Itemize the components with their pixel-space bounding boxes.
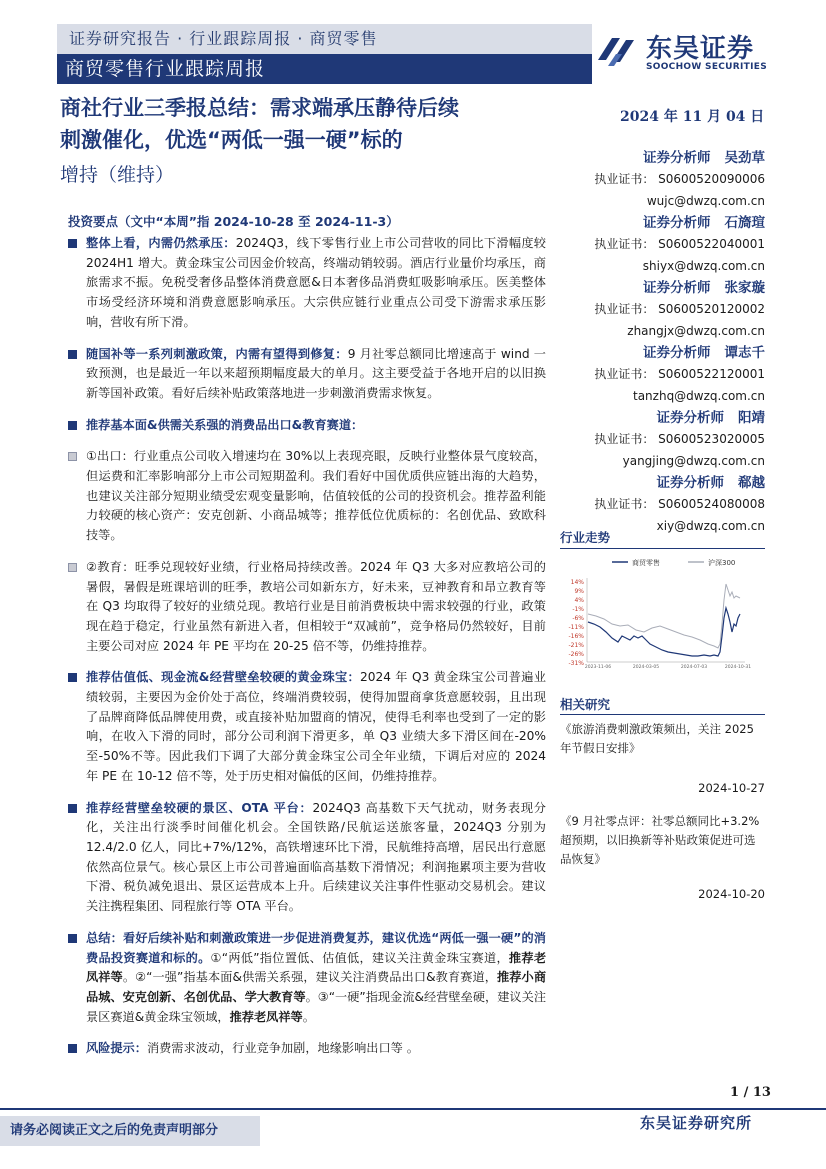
related-item-title[interactable]: 《旅游消费刺激政策频出，关注 2025年节假日安排》 (560, 722, 754, 755)
divider (560, 714, 765, 715)
bullet-text: 。②“一强”指基本面&供需关系强，建议关注消费品出口&教育赛道， (122, 970, 498, 985)
related-item-date: 2024-10-20 (698, 887, 765, 901)
bullet-point (68, 668, 546, 786)
analyst-role: 证券分析师 (643, 345, 711, 361)
y-tick: 14% (570, 579, 584, 586)
trend-title: 行业走势 (560, 530, 611, 545)
bullet-point (68, 1039, 546, 1059)
bullet-heading: 推荐估值低、现金流&经营壁垒较硬的黄金珠宝： (86, 670, 361, 685)
y-tick: -11% (568, 624, 584, 631)
related-item[interactable] (560, 720, 765, 798)
series-line-csi300 (588, 584, 740, 648)
title-line-2: 刺激催化，优选“两低一强一硬”标的 (60, 128, 403, 152)
analyst-card (560, 148, 765, 213)
analyst-role: 证券分析师 (643, 215, 711, 231)
related-item-title[interactable]: 《9 月社零点评：社零总额同比+3.2%超预期，以旧换新等补贴政策促进可选品恢复》 (560, 814, 760, 866)
analyst-role: 证券分析师 (643, 280, 711, 296)
logo-text-cn: 东吴证券 (646, 34, 755, 64)
x-tick: 2023-11-06 (584, 665, 612, 670)
analyst-card (560, 278, 765, 343)
bullet-point (68, 558, 546, 657)
bullet-text: 消费需求波动，行业竞争加剧，地缘影响出口等 。 (146, 1041, 419, 1056)
bullet-heading: 推荐经营壁垒较硬的景区、OTA 平台： (86, 800, 313, 815)
bullet-square-icon (68, 1044, 77, 1053)
industry-trend-chart (560, 552, 765, 670)
header-band (57, 24, 592, 84)
analyst-card (560, 343, 765, 408)
bullet-text: 2024 年 Q3 黄金珠宝公司普遍业绩较弱，主要因为金价处于高位，终端消费较弱，使得加盟商拿货意愿较弱，且出现了品牌商降低品牌使用费，或直接补贴加盟商的情况，使得毛利率也受到了一定的影响，在收入下滑的同时，部分公司利润下滑更多，单 Q3 业绩大多下滑区间在-20%至-50%不等。因此我们下调了大部分黄金珠宝公司全年业绩，下调后对应的 2024 年 PE 在 10-12 倍不等，处于历史相对偏低的区间，仍维持推荐。 (86, 670, 546, 783)
bullet-heading: 随国补等一系列刺激政策，内需有望得到修复： (86, 346, 348, 361)
bullet-heading: 推荐基本面&供需关系强的消费品出口&教育赛道： (86, 417, 364, 432)
y-tick: -6% (572, 615, 584, 622)
disclaimer-notice: 请务必阅读正文之后的免责声明部分 (0, 1116, 260, 1146)
analyst-list (560, 148, 765, 538)
related-item[interactable] (560, 812, 765, 904)
analyst-role: 证券分析师 (643, 150, 711, 166)
y-tick: -31% (568, 660, 584, 667)
bullet-emphasis: 推荐小商品城、安克创新、名创优品、学大教育等 (86, 970, 547, 1004)
bullet-square-icon (68, 804, 77, 813)
bullet-emphasis: 推荐老凤祥等 (86, 950, 547, 985)
analyst-license: 执业证书： S0600522040001 (594, 237, 765, 251)
bullet-square-icon (68, 421, 77, 430)
analyst-name: 石旖瑄 (724, 215, 765, 231)
analyst-license: 执业证书： S0600523020005 (594, 432, 765, 446)
analyst-name: 吴劲草 (724, 150, 765, 166)
analyst-card (560, 408, 765, 473)
analyst-license: 执业证书： S0600520120002 (594, 302, 765, 316)
bullet-text: ①“两低”指位置低、估值低，建议关注黄金珠宝赛道， (210, 950, 509, 965)
analyst-license: 执业证书： S0600524080008 (594, 497, 765, 511)
analyst-name: 谭志千 (724, 345, 765, 361)
bullet-heading: 风险提示： (86, 1041, 147, 1056)
divider (560, 548, 765, 549)
y-tick: 4% (574, 597, 584, 604)
bullet-text: 2024Q3 高基数下天气扰动，财务表现分化，关注出行淡季时间催化机会。全国铁路/民航运送旅客量，2024Q3 分别为 12.4/2.0 亿人，同比+7%/12%，高铁增速环比下滑，民航维持高增，居民出行意愿依然高位景气。核心景区上市公司普遍面临高基数下滑情况；利润拖累项主要为营收下滑、税负减免退出、景区运营成本上升。后续建议关注事件性驱动交易机会。建议关注携程集团、同程旅行等 OTA 平台。 (86, 800, 546, 914)
bullet-point (68, 345, 546, 404)
bullet-square-icon (68, 673, 77, 682)
soochow-logo-icon (594, 30, 638, 70)
bullet-square-icon (68, 452, 77, 461)
bullet-square-icon (68, 563, 77, 572)
related-title: 相关研究 (560, 697, 611, 712)
bullet-text: ②教育：旺季兑现较好业绩，行业格局持续改善。2024 年 Q3 大多对应教培公司的暑假，暑假是班课培训的旺季，教培公司如新东方，好未来，豆神教育和昂立教育等在 Q3 均取得了较好的业绩兑现。教培行业是目前消费板块中需求较强的行业，政策现在趋于稳定，行业虽然有新进入者，但相较于“双减前”，竞争格局仍然较好，目前主要公司对应 2024 年 PE 平均在 20-25 倍不等，仍维持推荐。 (86, 559, 546, 653)
bullet-heading: 总结：看好后续补贴和刺激政策进一步促进消费复苏，建议优选“两低一强一硬”的消费品投资赛道和标的。 (86, 930, 546, 965)
x-tick: 2024-03-05 (632, 665, 660, 670)
y-tick: 9% (574, 588, 584, 595)
related-list (560, 720, 765, 904)
bullet-emphasis: 推荐老凤祥等 (229, 1009, 303, 1024)
report-title (60, 92, 560, 156)
analyst-email[interactable]: zhangjx@dwzq.com.cn (627, 324, 765, 338)
y-tick: -16% (568, 633, 584, 640)
analyst-email[interactable]: wujc@dwzq.com.cn (646, 194, 765, 208)
y-tick: -26% (568, 651, 584, 658)
bullet-square-icon (68, 239, 77, 248)
page-number: 1 / 13 (730, 1085, 771, 1100)
x-tick: 2024-07-03 (680, 665, 708, 670)
title-line-1: 商社行业三季报总结：需求端承压静待后续 (60, 96, 459, 120)
bullet-text: 。 (302, 1009, 315, 1024)
analyst-card (560, 213, 765, 278)
bullet-text: 2024Q3，线下零售行业上市公司营收的同比下滑幅度较 2024H1 增大。黄金珠宝公司因金价较高，终端动销较弱。酒店行业量价均承压，商旅需求不振。免税受奢侈品整体消费意愿&日本奢侈品消费虹吸影响承压。医美整体市场受经济环境和消费意愿影响承压。大宗供应链行业重点公司受下游需求承压影响，营收有所下滑。 (86, 236, 546, 329)
bullet-heading: 整体上看，内需仍然承压： (86, 236, 236, 250)
analyst-email[interactable]: yangjing@dwzq.com.cn (622, 454, 765, 468)
report-type-banner: 商贸零售行业跟踪周报 (57, 54, 592, 84)
section-head: 投资要点（文中“本周”指 2024-10-28 至 2024-11-3） (68, 214, 399, 229)
bullet-point (68, 234, 546, 333)
bullet-text: 9 月社零总额同比增速高于 wind 一致预测，也是最近一年以来超预期幅度最大的单月。这主要受益于各地开启的以旧换新等国补政策。看好后续补贴政策落地进一步刺激消费需求恢复。 (86, 346, 546, 400)
analyst-license: 执业证书： S0600522120001 (594, 367, 765, 381)
analyst-email[interactable]: xiy@dwzq.com.cn (656, 519, 765, 533)
related-item-date: 2024-10-27 (698, 781, 765, 795)
rating: 增持（维持） (60, 164, 175, 186)
key-points (68, 234, 546, 1071)
bullet-point (68, 929, 546, 1028)
analyst-name: 阳靖 (738, 410, 765, 426)
footer-divider (0, 1108, 826, 1110)
legend-label-retail: 商贸零售 (632, 559, 660, 567)
soochow-logo (594, 26, 774, 76)
institute-name: 东吴证券研究所 (640, 1114, 753, 1132)
bullet-text: ①出口：行业重点公司收入增速均在 30%以上表现亮眼，反映行业整体景气度较高，但运费和汇率影响部分上市公司短期盈利。我们看好中国优质供应链出海的大趋势，也建议关注部分短期业绩受宏观变量影响，估值较低的公司的投资机会。推荐盈利能力较硬的核心资产：安克创新、小商品城等；推荐低位优质标的：名创优品、致欧科技等。 (86, 449, 546, 543)
x-tick: 2024-10-31 (724, 665, 752, 670)
analyst-role: 证券分析师 (656, 475, 724, 491)
analyst-license: 执业证书： S0600520090006 (594, 172, 765, 186)
bullet-square-icon (68, 934, 77, 943)
breadcrumb: 证券研究报告 · 行业跟踪周报 · 商贸零售 (57, 24, 592, 54)
analyst-name: 郗越 (738, 475, 765, 491)
bullet-point (68, 799, 546, 917)
y-tick: -21% (568, 642, 584, 649)
logo-text-en: SOOCHOW SECURITIES (646, 62, 767, 72)
analyst-name: 张家璇 (724, 280, 765, 296)
legend-label-csi300: 沪深300 (708, 559, 736, 567)
analyst-email[interactable]: tanzhq@dwzq.com.cn (633, 389, 765, 403)
bullet-text: 。③“一硬”指现金流&经营壁垒硬，建议关注景区赛道&黄金珠宝领域， (86, 989, 547, 1024)
analyst-role: 证券分析师 (656, 410, 724, 426)
analyst-email[interactable]: shiyx@dwzq.com.cn (642, 259, 765, 273)
series-line-retail (588, 608, 740, 656)
y-tick: -1% (572, 606, 584, 613)
bullet-point (68, 416, 546, 436)
bullet-point (68, 447, 546, 546)
report-date: 2024 年 11 月 04 日 (620, 109, 765, 125)
bullet-square-icon (68, 350, 77, 359)
